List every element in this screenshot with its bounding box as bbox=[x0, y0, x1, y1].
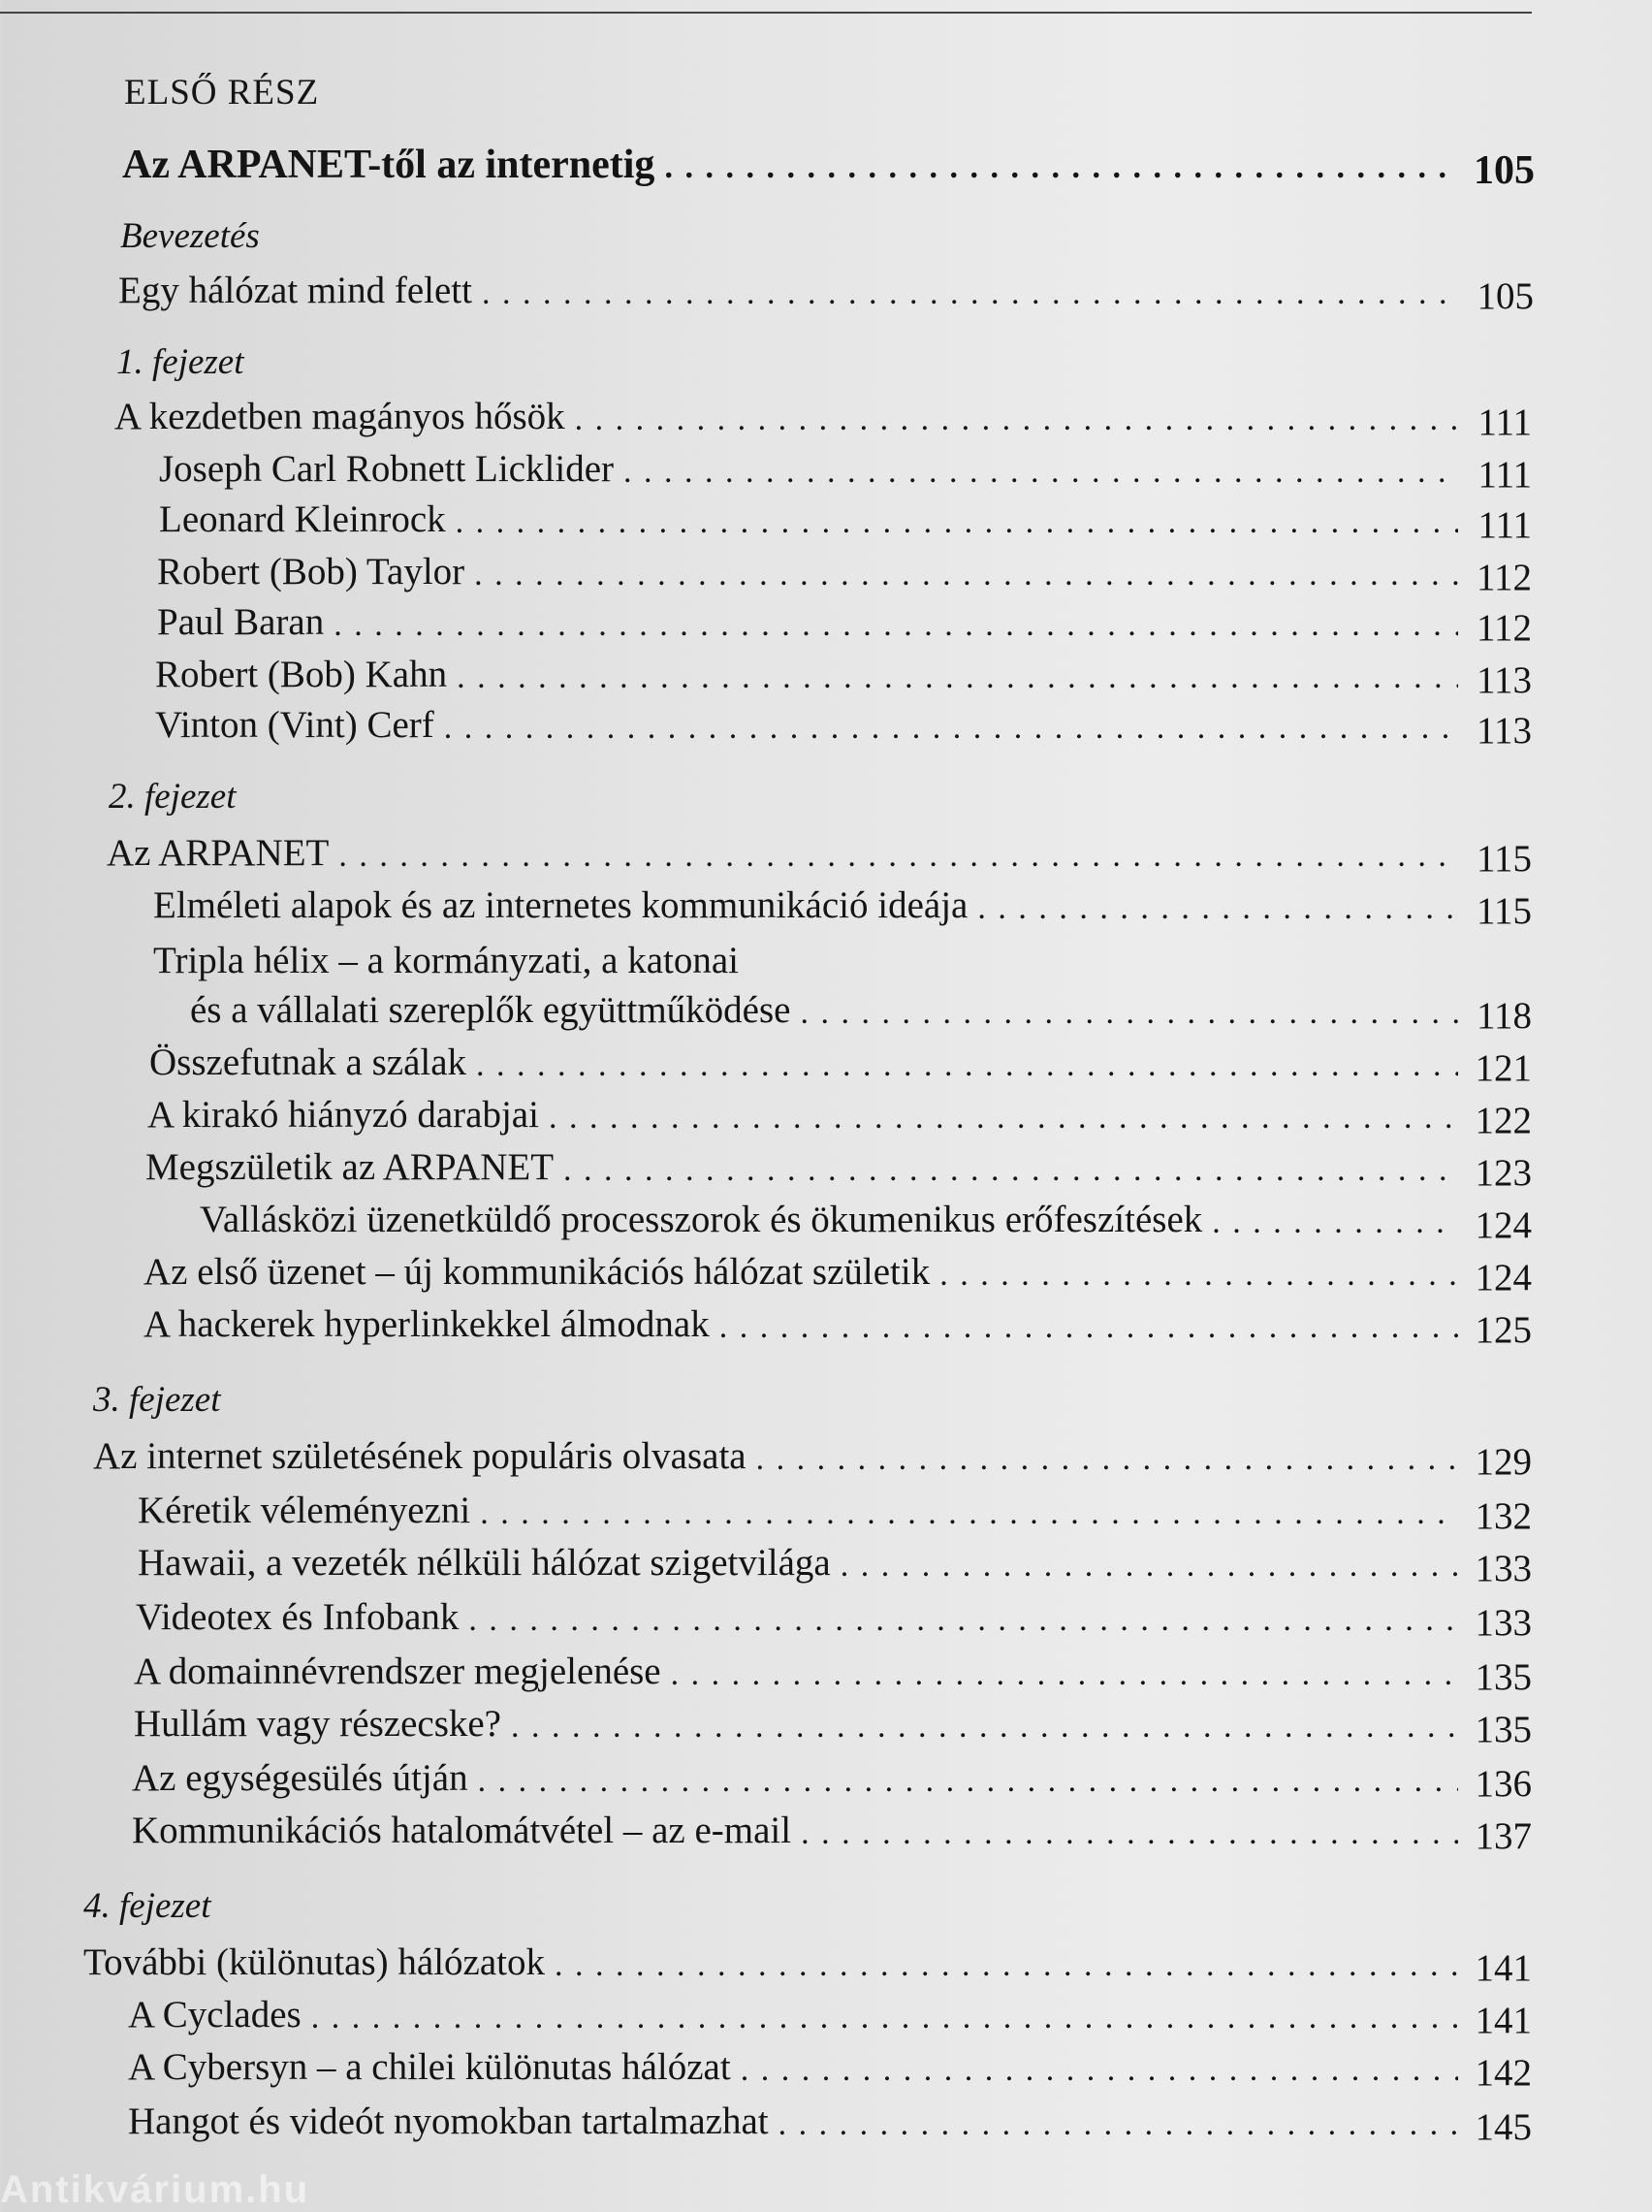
toc-entry bbox=[155, 702, 1532, 752]
toc-entry bbox=[83, 1940, 1532, 1989]
entry-page: 142 bbox=[1475, 2052, 1532, 2094]
entry-title: A Cyclades bbox=[128, 1994, 302, 2036]
leader-dots bbox=[444, 718, 1458, 739]
entry-title: Vinton (Vint) Cerf bbox=[155, 704, 434, 746]
entry-page: 112 bbox=[1476, 557, 1532, 598]
entry-page: 135 bbox=[1475, 1709, 1532, 1750]
entry-title: Kéretik véleményezni bbox=[138, 1490, 471, 1531]
entry-page: 105 bbox=[1474, 148, 1535, 193]
toc-entry bbox=[134, 1701, 1532, 1750]
part-label: ELSŐ RÉSZ bbox=[124, 73, 320, 112]
leader-dots bbox=[671, 1664, 1458, 1685]
entry-page: 136 bbox=[1475, 1763, 1532, 1805]
watermark: Antikvárium.hu bbox=[0, 2168, 310, 2211]
toc-entry bbox=[157, 599, 1532, 649]
leader-dots bbox=[338, 846, 1458, 867]
entry-page: 133 bbox=[1475, 1548, 1532, 1589]
entry-title: A kezdetben magányos hősök bbox=[114, 396, 565, 437]
entry-page: 111 bbox=[1477, 504, 1532, 546]
toc-entry bbox=[153, 882, 1532, 932]
toc-entry bbox=[128, 2044, 1532, 2094]
entry-title: A kirakó hiányzó darabjai bbox=[147, 1094, 539, 1136]
entry-title: További (különutas) hálózatok bbox=[83, 1941, 545, 1983]
toc-entry-part-title bbox=[122, 142, 1535, 193]
toc-entry bbox=[128, 2099, 1532, 2148]
entry-title: Megszületik az ARPANET bbox=[145, 1146, 555, 1188]
entry-title: Videotex és Infobank bbox=[136, 1596, 460, 1638]
leader-dots bbox=[623, 462, 1458, 483]
leader-dots bbox=[456, 512, 1458, 533]
chapter-heading-1: 1. fejezet bbox=[116, 342, 244, 382]
toc-entry bbox=[143, 1301, 1532, 1351]
toc-entry bbox=[132, 1755, 1532, 1805]
entry-title: Leonard Kleinrock bbox=[159, 498, 446, 540]
leader-dots bbox=[977, 898, 1458, 919]
entry-page: 122 bbox=[1475, 1100, 1532, 1141]
entry-title: Az egységesülés útján bbox=[132, 1757, 468, 1799]
leader-dots bbox=[664, 157, 1460, 178]
leader-dots bbox=[457, 667, 1458, 689]
entry-page: 125 bbox=[1475, 1309, 1532, 1351]
leader-dots bbox=[801, 1823, 1458, 1844]
leader-dots bbox=[480, 1503, 1458, 1524]
chapter-heading-2: 2. fejezet bbox=[109, 777, 237, 817]
entry-title: Az ARPANET-től az internetig bbox=[122, 143, 655, 187]
entry-page: 111 bbox=[1477, 401, 1532, 443]
entry-page: 123 bbox=[1475, 1152, 1532, 1194]
entry-title: Elméleti alapok és az internetes kommunikáció ideája bbox=[153, 884, 969, 926]
entry-title: Összefutnak a szálak bbox=[149, 1042, 467, 1083]
entry-title: A Cybersyn – a chilei különutas hálózat bbox=[128, 2046, 731, 2088]
entry-title: Hullám vagy részecske? bbox=[134, 1703, 501, 1745]
leader-dots bbox=[474, 564, 1458, 586]
entry-title: Paul Baran bbox=[157, 601, 325, 643]
toc-entry bbox=[145, 1144, 1532, 1194]
leader-dots bbox=[478, 1771, 1458, 1792]
toc-entry bbox=[159, 497, 1532, 546]
toc-entry bbox=[128, 1992, 1532, 2041]
toc-entry-line1: Tripla hélix – a kormányzati, a katonai bbox=[153, 940, 739, 981]
leader-dots bbox=[756, 1449, 1458, 1470]
chapter-heading-3: 3. fejezet bbox=[93, 1380, 221, 1420]
entry-page: 112 bbox=[1476, 607, 1532, 649]
toc-entry bbox=[155, 652, 1532, 701]
entry-title: Robert (Bob) Kahn bbox=[155, 654, 448, 695]
entry-page: 132 bbox=[1475, 1495, 1532, 1537]
entry-page: 141 bbox=[1475, 2000, 1532, 2041]
leader-dots bbox=[334, 615, 1458, 636]
leader-dots bbox=[575, 409, 1458, 431]
entry-title: Egy hálózat mind felett bbox=[118, 270, 472, 311]
leader-dots bbox=[841, 1555, 1458, 1577]
entry-title: Robert (Bob) Taylor bbox=[157, 551, 465, 593]
leader-dots bbox=[741, 2060, 1458, 2081]
entry-page: 113 bbox=[1476, 710, 1532, 752]
entry-title: Joseph Carl Robnett Licklider bbox=[159, 448, 614, 490]
toc-entry bbox=[138, 1488, 1532, 1537]
leader-dots bbox=[719, 1317, 1458, 1338]
toc-entry bbox=[114, 394, 1532, 443]
entry-title: Kommunikációs hatalomátvétel – az e-mail bbox=[132, 1810, 792, 1851]
entry-page: 124 bbox=[1475, 1257, 1532, 1298]
toc-entry bbox=[134, 1649, 1532, 1698]
toc-entry bbox=[93, 1433, 1532, 1483]
leader-dots bbox=[476, 1055, 1458, 1076]
leader-dots bbox=[482, 283, 1460, 305]
chapter-heading-4: 4. fejezet bbox=[83, 1886, 211, 1926]
leader-dots bbox=[778, 2114, 1458, 2135]
entry-page: 111 bbox=[1477, 454, 1532, 496]
leader-dots bbox=[468, 1610, 1458, 1631]
leader-dots bbox=[511, 1716, 1458, 1738]
entry-page: 115 bbox=[1476, 890, 1532, 932]
entry-page: 141 bbox=[1475, 1947, 1532, 1989]
entry-page: 121 bbox=[1475, 1047, 1532, 1089]
leader-dots bbox=[939, 1265, 1458, 1286]
toc-entry bbox=[143, 1249, 1532, 1296]
entry-page: 135 bbox=[1475, 1656, 1532, 1698]
leader-dots bbox=[555, 1955, 1458, 1976]
toc-entry bbox=[136, 1594, 1532, 1644]
entry-page: 105 bbox=[1477, 275, 1534, 317]
toc-entry bbox=[147, 1092, 1532, 1141]
section-heading-intro: Bevezetés bbox=[120, 216, 260, 256]
entry-title: Az ARPANET bbox=[107, 832, 330, 874]
entry-page: 145 bbox=[1475, 2106, 1532, 2148]
entry-title: Hawaii, a vezeték nélküli hálózat szigetvilága bbox=[138, 1542, 831, 1584]
entry-page: 124 bbox=[1475, 1204, 1532, 1246]
toc-entry bbox=[118, 268, 1534, 317]
toc-entry bbox=[138, 1540, 1532, 1587]
toc-entry bbox=[200, 1197, 1532, 1246]
toc-entry bbox=[132, 1808, 1532, 1857]
entry-title: Az első üzenet – új kommunikációs hálózat születik bbox=[143, 1251, 931, 1293]
leader-dots bbox=[1212, 1212, 1458, 1234]
toc-entry bbox=[149, 1040, 1532, 1089]
entry-page: 133 bbox=[1475, 1602, 1532, 1644]
toc-entry bbox=[190, 987, 1532, 1037]
entry-page: 118 bbox=[1476, 995, 1532, 1037]
entry-title: Hangot és videót nyomokban tartalmazhat bbox=[128, 2100, 769, 2142]
entry-page: 113 bbox=[1476, 659, 1532, 701]
entry-title: és a vállalati szereplők együttműködése bbox=[190, 989, 791, 1031]
leader-dots bbox=[549, 1107, 1458, 1129]
leader-dots bbox=[800, 1003, 1458, 1024]
toc-entry bbox=[157, 549, 1532, 598]
leader-dots bbox=[563, 1160, 1458, 1181]
toc-entry bbox=[107, 830, 1532, 880]
leader-dots bbox=[311, 2007, 1458, 2029]
toc-entry bbox=[159, 446, 1532, 496]
entry-page: 115 bbox=[1476, 838, 1532, 880]
entry-title: A domainnévrendszer megjelenése bbox=[134, 1651, 661, 1692]
entry-title: Az internet születésének populáris olvasata bbox=[93, 1435, 747, 1477]
entry-title: A hackerek hyperlinkekkel álmodnak bbox=[143, 1303, 710, 1345]
entry-page: 129 bbox=[1475, 1441, 1532, 1483]
entry-title: Vallásközi üzenetküldő processzorok és ökumenikus erőfeszítések bbox=[200, 1199, 1203, 1240]
entry-page: 137 bbox=[1475, 1815, 1532, 1857]
